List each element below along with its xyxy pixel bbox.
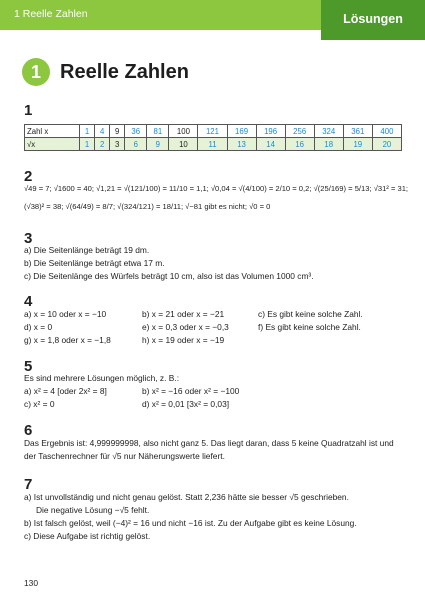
table-cell: 400	[372, 125, 401, 138]
page-header	[0, 0, 425, 30]
table-cell: 3	[110, 138, 125, 151]
answer-item: c) x² = 0	[24, 399, 55, 409]
answer-line: b) Ist falsch gelöst, weil (−4)² = 16 und nicht −16 ist. Zu der Aufgabe gibt es keine Lösung.	[24, 518, 357, 528]
answer-line: a) Die Seitenlänge beträgt 19 dm.	[24, 245, 150, 255]
task-number-4: 4	[24, 293, 33, 310]
answer-line: c) Diese Aufgabe ist richtig gelöst.	[24, 531, 151, 541]
answer-item: a) x² = 4 [oder 2x² = 8]	[24, 386, 107, 396]
answer-line: a) Ist unvollständig und nicht genau gelöst. Statt 2,236 hätte sie besser √5 geschrieben.	[24, 492, 349, 502]
answer-item: c) Es gibt keine solche Zahl.	[258, 309, 363, 319]
chapter-label: 1 Reelle Zahlen	[14, 8, 88, 20]
answer-line: der Taschenrechner für √5 nur Näherungswerte liefert.	[24, 451, 225, 461]
table-cell: 1	[80, 138, 95, 151]
answer-line: Es sind mehrere Lösungen möglich, z. B.:	[24, 373, 180, 383]
square-table	[24, 124, 402, 151]
answer-item: d) x² = 0,01 [3x² = 0,03]	[142, 399, 230, 409]
section-tab: Lösungen	[321, 0, 425, 40]
task-number-3: 3	[24, 230, 33, 247]
table-cell: 18	[314, 138, 343, 151]
table-row	[25, 125, 402, 138]
answer-line: c) Die Seitenlänge des Würfels beträgt 10 cm, also ist das Volumen 1000 cm³.	[24, 271, 314, 281]
table-cell: 256	[285, 125, 314, 138]
answer-item: g) x = 1,8 oder x = −1,8	[24, 335, 111, 345]
table-row	[25, 138, 402, 151]
table-cell: 20	[372, 138, 401, 151]
page-number: 130	[24, 578, 38, 588]
table-cell: 9	[147, 138, 169, 151]
table-cell: 36	[125, 125, 147, 138]
table-row-header: Zahl x	[25, 125, 80, 138]
answer-line: (√38)² = 38; √(64/49) = 8/7; √(324/121) = 18/11; √−81 gibt es nicht; √0 = 0	[24, 202, 271, 211]
task-number-2: 2	[24, 168, 33, 185]
answer-line: √49 = 7; √1600 = 40; √1,21 = √(121/100) = 11/10 = 1,1; √0,04 = √(4/100) = 2/10 = 0,2; √(25/169) = 5/13; √31² = 31;	[24, 184, 409, 193]
answer-line: b) Die Seitenlänge beträgt etwa 17 m.	[24, 258, 165, 268]
task-number-7: 7	[24, 476, 33, 493]
table-row-header: √x	[25, 138, 80, 151]
table-cell: 16	[285, 138, 314, 151]
answer-item: b) x = 21 oder x = −21	[142, 309, 225, 319]
table-cell: 121	[198, 125, 227, 138]
answer-item: a) x = 10 oder x = −10	[24, 309, 107, 319]
table-cell: 81	[147, 125, 169, 138]
table-cell: 6	[125, 138, 147, 151]
page-title: Reelle Zahlen	[60, 60, 189, 83]
table-cell: 14	[256, 138, 285, 151]
table-cell: 196	[256, 125, 285, 138]
task-number-6: 6	[24, 422, 33, 439]
table-cell: 4	[95, 125, 110, 138]
table-cell: 361	[343, 125, 372, 138]
table-cell: 324	[314, 125, 343, 138]
answer-item: h) x = 19 oder x = −19	[142, 335, 225, 345]
task-number-1: 1	[24, 102, 33, 119]
table-cell: 13	[227, 138, 256, 151]
table-cell: 100	[169, 125, 198, 138]
task-number-5: 5	[24, 358, 33, 375]
table-cell: 11	[198, 138, 227, 151]
table-cell: 2	[95, 138, 110, 151]
table-cell: 1	[80, 125, 95, 138]
table-cell: 10	[169, 138, 198, 151]
table-cell: 9	[110, 125, 125, 138]
answer-line: Das Ergebnis ist: 4,999999998, also nicht ganz 5. Das liegt daran, dass 5 keine Quadratzahl ist und	[24, 438, 394, 448]
answer-item: b) x² = −16 oder x² = −100	[142, 386, 240, 396]
chapter-title	[22, 58, 189, 86]
table-cell: 169	[227, 125, 256, 138]
chapter-number-badge: 1	[22, 58, 50, 86]
answer-line: Die negative Lösung −√5 fehlt.	[36, 505, 150, 515]
answer-item: e) x = 0,3 oder x = −0,3	[142, 322, 229, 332]
answer-item: f) Es gibt keine solche Zahl.	[258, 322, 361, 332]
table-cell: 19	[343, 138, 372, 151]
answer-item: d) x = 0	[24, 322, 53, 332]
